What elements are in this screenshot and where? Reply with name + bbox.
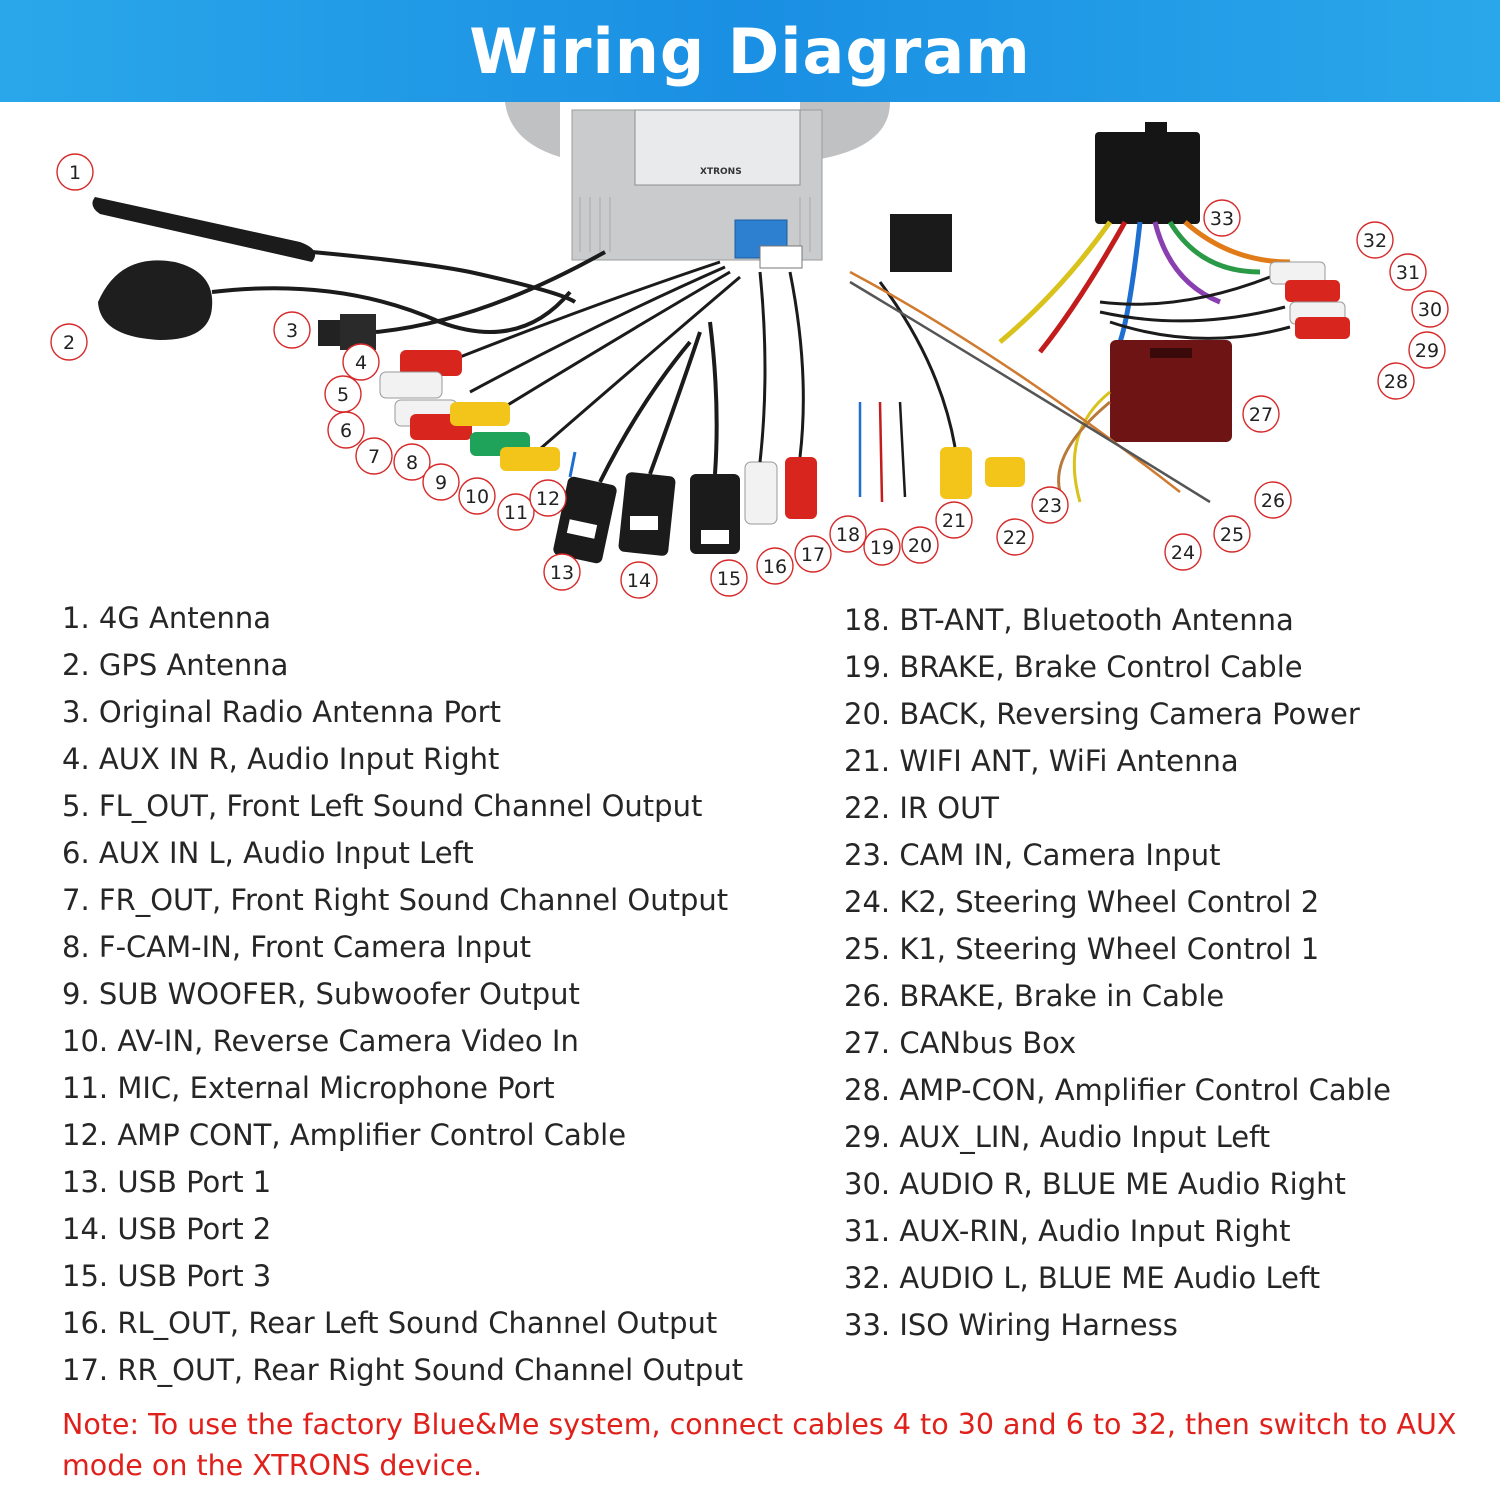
- callout-number: 8: [405, 452, 419, 474]
- callout-11: [498, 494, 534, 530]
- legend-item: 13. USB Port 1: [62, 1165, 272, 1199]
- legend-right-column: [844, 597, 1391, 1349]
- callout-number: 11: [503, 502, 529, 524]
- callout-16: [757, 548, 793, 584]
- callout-31: [1390, 254, 1426, 290]
- legend-item: 22. IR OUT: [844, 791, 1000, 825]
- callout-number: 25: [1219, 524, 1245, 546]
- callout-1: [57, 154, 93, 190]
- callout-15: [711, 560, 747, 596]
- callout-number: 14: [626, 570, 652, 592]
- callout-number: 23: [1037, 495, 1063, 517]
- legend-item: 30. AUDIO R, BLUE ME Audio Right: [844, 1167, 1346, 1201]
- callout-number: 1: [68, 162, 82, 184]
- callout-number: 28: [1383, 371, 1409, 393]
- callout-24: [1165, 534, 1201, 570]
- callout-3: [274, 312, 310, 348]
- legend-item: 23. CAM IN, Camera Input: [844, 838, 1221, 872]
- callout-28: [1378, 363, 1414, 399]
- callout-32: [1357, 222, 1393, 258]
- callout-number: 19: [869, 537, 895, 559]
- legend-item: 25. K1, Steering Wheel Control 1: [844, 932, 1320, 966]
- callout-20: [902, 527, 938, 563]
- callout-number: 27: [1248, 404, 1274, 426]
- callout-14: [621, 562, 657, 598]
- callout-number: 6: [339, 420, 353, 442]
- rca-cluster-right: [1100, 262, 1350, 339]
- legend-left-column: [62, 595, 743, 1394]
- legend-item: 18. BT-ANT, Bluetooth Antenna: [844, 603, 1294, 637]
- callout-27: [1243, 396, 1279, 432]
- callout-4: [343, 344, 379, 380]
- callout-number: 22: [1002, 527, 1028, 549]
- rca-rear-outputs-graphic: [745, 272, 817, 524]
- callout-5: [325, 376, 361, 412]
- callout-number: 20: [907, 535, 933, 557]
- title-banner: [0, 0, 1500, 102]
- legend-item: 6. AUX IN L, Audio Input Left: [62, 836, 474, 870]
- legend-item: 21. WIFI ANT, WiFi Antenna: [844, 744, 1239, 778]
- brand-label: XTRONS: [700, 167, 742, 177]
- legend-item: 10. AV-IN, Reverse Camera Video In: [62, 1024, 579, 1058]
- legend-item: 19. BRAKE, Brake Control Cable: [844, 650, 1303, 684]
- callout-number: 9: [434, 472, 448, 494]
- callout-26: [1255, 482, 1291, 518]
- callout-19: [864, 529, 900, 565]
- callout-12: [530, 480, 566, 516]
- legend-item: 32. AUDIO L, BLUE ME Audio Left: [844, 1261, 1321, 1295]
- callout-number: 5: [336, 384, 350, 406]
- usage-note: Note: To use the factory Blue&Me system, connect cables 4 to 30 and 6 to 32, then switch to AUX mode on the XTRONS device.: [62, 1408, 1457, 1482]
- callout-number: 13: [549, 562, 575, 584]
- legend-item: 29. AUX_LIN, Audio Input Left: [844, 1120, 1271, 1154]
- legend-item: 7. FR_OUT, Front Right Sound Channel Output: [62, 883, 729, 917]
- callout-number: 3: [285, 320, 299, 342]
- legend-item: 28. AMP-CON, Amplifier Control Cable: [844, 1073, 1391, 1107]
- legend-item: 12. AMP CONT, Amplifier Control Cable: [62, 1118, 627, 1152]
- callout-17: [795, 536, 831, 572]
- callout-number: 30: [1417, 299, 1443, 321]
- callout-number: 18: [835, 524, 861, 546]
- callout-number: 33: [1209, 208, 1235, 230]
- legend-item: 31. AUX-RIN, Audio Input Right: [844, 1214, 1291, 1248]
- callout-21: [936, 502, 972, 538]
- legend-item: 14. USB Port 2: [62, 1212, 272, 1246]
- callout-number: 17: [800, 544, 826, 566]
- callout-number: 10: [464, 486, 490, 508]
- legend-item: 24. K2, Steering Wheel Control 2: [844, 885, 1320, 919]
- callout-18: [830, 516, 866, 552]
- callout-29: [1409, 332, 1445, 368]
- legend-item: 1. 4G Antenna: [62, 601, 271, 635]
- legend-item: 20. BACK, Reversing Camera Power: [844, 697, 1360, 731]
- callout-number: 21: [941, 510, 967, 532]
- callout-number: 24: [1170, 542, 1196, 564]
- callout-23: [1032, 487, 1068, 523]
- callout-number: 31: [1395, 262, 1421, 284]
- legend-item: 15. USB Port 3: [62, 1259, 272, 1293]
- callout-30: [1412, 291, 1448, 327]
- legend-item: 5. FL_OUT, Front Left Sound Channel Output: [62, 789, 703, 823]
- callout-number: 26: [1260, 490, 1286, 512]
- callout-6: [328, 412, 364, 448]
- callout-number: 12: [535, 488, 561, 510]
- callout-33: [1204, 200, 1240, 236]
- head-unit: [505, 102, 952, 272]
- legend-item: 11. MIC, External Microphone Port: [62, 1071, 555, 1105]
- callout-number: 29: [1414, 340, 1440, 362]
- callout-25: [1214, 516, 1250, 552]
- legend-item: 17. RR_OUT, Rear Right Sound Channel Output: [62, 1353, 744, 1387]
- legend-item: 26. BRAKE, Brake in Cable: [844, 979, 1225, 1013]
- legend-item: 2. GPS Antenna: [62, 648, 289, 682]
- callout-number: 32: [1362, 230, 1388, 252]
- callout-number: 15: [716, 568, 742, 590]
- legend-item: 9. SUB WOOFER, Subwoofer Output: [62, 977, 580, 1011]
- callout-10: [459, 478, 495, 514]
- wiring-figure: [0, 102, 1500, 600]
- page-title: Wiring Diagram: [469, 14, 1031, 88]
- callout-9: [423, 464, 459, 500]
- legend-item: 8. F-CAM-IN, Front Camera Input: [62, 930, 531, 964]
- callout-22: [997, 519, 1033, 555]
- callout-number: 16: [762, 556, 788, 578]
- legend-item: 4. AUX IN R, Audio Input Right: [62, 742, 500, 776]
- callout-13: [544, 554, 580, 590]
- iso-harness: [1000, 122, 1290, 352]
- legend-item: 16. RL_OUT, Rear Left Sound Channel Output: [62, 1306, 718, 1340]
- legend-item: 27. CANbus Box: [844, 1026, 1077, 1060]
- callout-number: 4: [354, 352, 368, 374]
- callout-number: 7: [367, 446, 381, 468]
- callout-7: [356, 438, 392, 474]
- legend-item: 3. Original Radio Antenna Port: [62, 695, 501, 729]
- callout-2: [51, 324, 87, 360]
- legend-item: 33. ISO Wiring Harness: [844, 1308, 1178, 1342]
- callout-number: 2: [62, 332, 76, 354]
